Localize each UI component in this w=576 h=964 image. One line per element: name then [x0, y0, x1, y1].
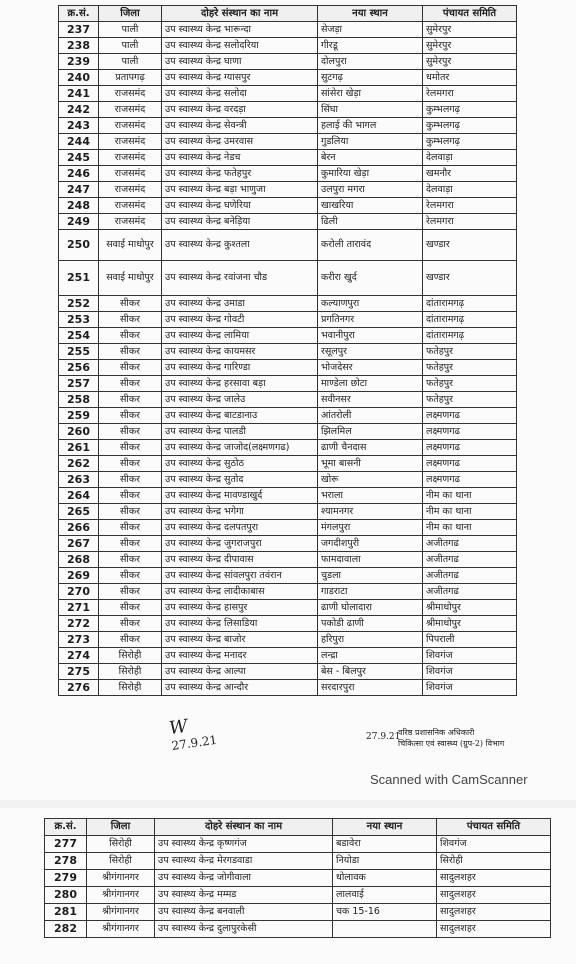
cell-institution: उप स्वास्थ्य केन्द्र नेडच	[162, 150, 318, 166]
table-row	[59, 70, 517, 86]
cell-new-location: करोली तारावंद	[318, 230, 423, 261]
cell-institution: उप स्वास्थ्य केन्द्र गोवटी	[162, 312, 318, 328]
cell-district: राजसमंद	[99, 86, 162, 102]
cell-new-location: खोरू	[318, 472, 423, 488]
cell-institution: उप स्वास्थ्य केन्द्र मनादर	[162, 648, 318, 664]
table-row	[45, 853, 551, 870]
cell-new-location: ढाणी घोलादारा	[318, 600, 423, 616]
cell-district: श्रीगंगानगर	[87, 904, 155, 921]
cell-district: श्रीगंगानगर	[87, 887, 155, 904]
table-row	[59, 392, 517, 408]
cell-panchayat-samiti: रेलमगरा	[423, 214, 517, 230]
cell-institution: उप स्वास्थ्य केन्द्र दीपावास	[162, 552, 318, 568]
cell-serial: 268	[59, 552, 99, 568]
cell-serial: 266	[59, 520, 99, 536]
cell-panchayat-samiti: देलवाड़ा	[423, 182, 517, 198]
table-row	[59, 424, 517, 440]
cell-new-location: रसूलपुर	[318, 344, 423, 360]
cell-district: सीकर	[99, 616, 162, 632]
cell-district: राजसमंद	[99, 166, 162, 182]
signature-left: W 27.9.21	[167, 715, 219, 754]
table-row	[59, 600, 517, 616]
cell-district: राजसमंद	[99, 134, 162, 150]
cell-panchayat-samiti: कुम्भलगढ़	[423, 102, 517, 118]
cell-district: सीकर	[99, 472, 162, 488]
cell-institution: उप स्वास्थ्य केन्द्र जुगराजपुरा	[162, 536, 318, 552]
cell-institution: उप स्वास्थ्य केन्द्र वरदड़ा	[162, 102, 318, 118]
table-row	[59, 102, 517, 118]
cell-new-location: उलपुरा मगरा	[318, 182, 423, 198]
cell-district: सीकर	[99, 424, 162, 440]
cell-district: सीकर	[99, 584, 162, 600]
cell-new-location: आंतरोली	[318, 408, 423, 424]
cell-institution: उप स्वास्थ्य केन्द्र मावण्डाखुर्द	[162, 488, 318, 504]
table-row	[59, 664, 517, 680]
col-serial: क्र.सं.	[45, 819, 87, 836]
table-row	[59, 344, 517, 360]
table-row	[59, 360, 517, 376]
cell-serial: 246	[59, 166, 99, 182]
cell-panchayat-samiti: शिवगंज	[437, 836, 551, 853]
cell-panchayat-samiti: नीम का थाना	[423, 488, 517, 504]
cell-panchayat-samiti: लक्ष्मणगढ	[423, 424, 517, 440]
table-row	[45, 836, 551, 853]
cell-district: सीकर	[99, 568, 162, 584]
col-district: जिला	[99, 6, 162, 22]
cell-serial: 251	[59, 261, 99, 296]
cell-district: सिरोही	[99, 664, 162, 680]
cell-panchayat-samiti: नीम का थाना	[423, 520, 517, 536]
cell-serial: 249	[59, 214, 99, 230]
table-row	[59, 261, 517, 296]
cell-serial: 278	[45, 853, 87, 870]
cell-new-location: झिलमिल	[318, 424, 423, 440]
cell-panchayat-samiti: अजीतगढ	[423, 536, 517, 552]
cell-new-location: चक 15-16	[333, 904, 437, 921]
signature-left-date: 27.9.21	[170, 732, 219, 754]
cell-new-location: करीरा खुर्द	[318, 261, 423, 296]
cell-district: राजसमंद	[99, 182, 162, 198]
cell-district: सीकर	[99, 504, 162, 520]
table-row	[59, 520, 517, 536]
cell-institution: उप स्वास्थ्य केन्द्र बनेड़िया	[162, 214, 318, 230]
cell-panchayat-samiti: दांतारामगढ़	[423, 312, 517, 328]
cell-district: श्रीगंगानगर	[87, 870, 155, 887]
cell-serial: 281	[45, 904, 87, 921]
cell-new-location: मंगलपुरा	[318, 520, 423, 536]
cell-institution: उप स्वास्थ्य केन्द्र कृष्णगंज	[155, 836, 333, 853]
cell-district: सीकर	[99, 520, 162, 536]
cell-new-location: भराला	[318, 488, 423, 504]
cell-institution: उप स्वास्थ्य केन्द्र जोगीवाला	[155, 870, 333, 887]
cell-district: सीकर	[99, 632, 162, 648]
cell-district: सिरोही	[87, 853, 155, 870]
table-row	[59, 118, 517, 134]
cell-panchayat-samiti: खण्डार	[423, 261, 517, 296]
cell-panchayat-samiti: धमोतर	[423, 70, 517, 86]
cell-new-location: नियोडा	[333, 853, 437, 870]
cell-serial: 254	[59, 328, 99, 344]
cell-institution: उप स्वास्थ्य केन्द्र लिसाडिया	[162, 616, 318, 632]
cell-new-location: लालवाई	[333, 887, 437, 904]
cell-serial: 265	[59, 504, 99, 520]
cell-district: प्रतापगढ़	[99, 70, 162, 86]
cell-new-location: हलाई की भागल	[318, 118, 423, 134]
stamp-line-1: वरिष्ठ प्रशासनिक अधिकारी	[398, 728, 475, 737]
cell-panchayat-samiti: दांतारामगढ़	[423, 296, 517, 312]
cell-panchayat-samiti: कुम्भलगढ़	[423, 118, 517, 134]
cell-panchayat-samiti: सुमेरपुर	[423, 54, 517, 70]
cell-serial: 240	[59, 70, 99, 86]
table-row	[59, 376, 517, 392]
cell-serial: 260	[59, 424, 99, 440]
cell-serial: 271	[59, 600, 99, 616]
cell-panchayat-samiti: पिपराली	[423, 632, 517, 648]
cell-panchayat-samiti: लक्ष्मणगढ	[423, 440, 517, 456]
cell-district: सवाई माधोपुर	[99, 230, 162, 261]
table-row	[59, 296, 517, 312]
cell-institution: उप स्वास्थ्य केन्द्र पालडी	[162, 424, 318, 440]
table-row	[45, 921, 551, 938]
cell-panchayat-samiti: शिवगंज	[423, 680, 517, 696]
cell-district: राजसमंद	[99, 214, 162, 230]
cell-institution: उप स्वास्थ्य केन्द्र दलपतपुरा	[162, 520, 318, 536]
cell-district: सीकर	[99, 600, 162, 616]
cell-institution: उप स्वास्थ्य केन्द्र आन्दौर	[162, 680, 318, 696]
cell-serial: 263	[59, 472, 99, 488]
cell-district: सीकर	[99, 392, 162, 408]
cell-new-location: सिंघा	[318, 102, 423, 118]
cell-panchayat-samiti: शिवगंज	[423, 664, 517, 680]
cell-panchayat-samiti: फतेहपुर	[423, 376, 517, 392]
cell-new-location: भूमा बासनी	[318, 456, 423, 472]
table-row	[59, 680, 517, 696]
cell-new-location: सांसेरा खेड़ा	[318, 86, 423, 102]
cell-panchayat-samiti: अजीतगढ	[423, 584, 517, 600]
cell-new-location: बेरन	[318, 150, 423, 166]
cell-serial: 239	[59, 54, 99, 70]
cell-panchayat-samiti: शिवगंज	[423, 648, 517, 664]
cell-serial: 250	[59, 230, 99, 261]
cell-new-location: फामदावाला	[318, 552, 423, 568]
cell-district: राजसमंद	[99, 102, 162, 118]
cell-serial: 238	[59, 38, 99, 54]
cell-panchayat-samiti: लक्ष्मणगढ	[423, 472, 517, 488]
cell-new-location: सेजड़ा	[318, 22, 423, 38]
cell-institution: उप स्वास्थ्य केन्द्र मम्मड	[155, 887, 333, 904]
table-row	[59, 616, 517, 632]
cell-institution: उप स्वास्थ्य केन्द्र बाजोर	[162, 632, 318, 648]
cell-new-location: ढिली	[318, 214, 423, 230]
cell-panchayat-samiti: दांतारामगढ़	[423, 328, 517, 344]
cell-serial: 237	[59, 22, 99, 38]
cell-panchayat-samiti: सादुलशहर	[437, 870, 551, 887]
cell-new-location: पकोडी ढाणी	[318, 616, 423, 632]
cell-new-location: कल्याणपुरा	[318, 296, 423, 312]
cell-serial: 245	[59, 150, 99, 166]
table-row	[59, 54, 517, 70]
cell-panchayat-samiti: देलवाड़ा	[423, 150, 517, 166]
cell-panchayat-samiti: सिरोही	[437, 853, 551, 870]
cell-serial: 273	[59, 632, 99, 648]
table-row	[59, 38, 517, 54]
cell-institution: उप स्वास्थ्य केन्द्र घणेरिया	[162, 198, 318, 214]
cell-new-location	[333, 921, 437, 938]
cell-panchayat-samiti: फतेहपुर	[423, 392, 517, 408]
cell-serial: 256	[59, 360, 99, 376]
table-row	[45, 870, 551, 887]
cell-panchayat-samiti: लक्ष्मणगढ	[423, 456, 517, 472]
table-row	[59, 312, 517, 328]
cell-serial: 279	[45, 870, 87, 887]
table-row	[59, 584, 517, 600]
cell-institution: उप स्वास्थ्य केन्द्र भगेगा	[162, 504, 318, 520]
cell-institution: उप स्वास्थ्य केन्द्र मेरगडवाडा	[155, 853, 333, 870]
cell-serial: 255	[59, 344, 99, 360]
cell-new-location: कुमारिया खेड़ा	[318, 166, 423, 182]
table-row	[59, 230, 517, 261]
cell-panchayat-samiti: सुमेरपुर	[423, 22, 517, 38]
cell-institution: उप स्वास्थ्य केन्द्र सलोदा	[162, 86, 318, 102]
cell-institution: उप स्वास्थ्य केन्द्र गारिण्डा	[162, 360, 318, 376]
cell-new-location: प्रगतिनगर	[318, 312, 423, 328]
cell-serial: 259	[59, 408, 99, 424]
cell-institution: उप स्वास्थ्य केन्द्र जालेउ	[162, 392, 318, 408]
table-row	[59, 568, 517, 584]
cell-panchayat-samiti: सुमेरपुर	[423, 38, 517, 54]
cell-district: सीकर	[99, 296, 162, 312]
cell-institution: उप स्वास्थ्य केन्द्र सेवन्त्री	[162, 118, 318, 134]
cell-panchayat-samiti: सादुलशहर	[437, 904, 551, 921]
col-panchayat-samiti: पंचायत समिति	[437, 819, 551, 836]
cell-district: राजसमंद	[99, 118, 162, 134]
cell-institution: उप स्वास्थ्य केन्द्र सुठोठ	[162, 456, 318, 472]
cell-district: राजसमंद	[99, 198, 162, 214]
table-row	[59, 504, 517, 520]
cell-district: पाली	[99, 22, 162, 38]
table-row	[59, 488, 517, 504]
transfer-table-page-2	[44, 818, 551, 938]
stamp-line-2: चिकित्सा एवं स्वास्थ्य (ग्रुप-2) विभाग	[398, 739, 505, 748]
cell-new-location: गाडराटा	[318, 584, 423, 600]
cell-institution: उप स्वास्थ्य केन्द्र घाणा	[162, 54, 318, 70]
cell-serial: 253	[59, 312, 99, 328]
cell-institution: उप स्वास्थ्य केन्द्र लामिया	[162, 328, 318, 344]
cell-panchayat-samiti: रेलमगरा	[423, 198, 517, 214]
table-row	[59, 328, 517, 344]
cell-panchayat-samiti: सादुलशहर	[437, 921, 551, 938]
cell-institution: उप स्वास्थ्य केन्द्र उमाडा	[162, 296, 318, 312]
table-row	[59, 134, 517, 150]
cell-serial: 241	[59, 86, 99, 102]
table-row	[59, 648, 517, 664]
cell-serial: 244	[59, 134, 99, 150]
cell-district: सवाई माधोपुर	[99, 261, 162, 296]
cell-district: सीकर	[99, 536, 162, 552]
cell-new-location: खाखरिया	[318, 198, 423, 214]
cell-panchayat-samiti: खण्डार	[423, 230, 517, 261]
table-header-row	[45, 819, 551, 836]
transfer-table-page-1	[58, 5, 517, 696]
col-district: जिला	[87, 819, 155, 836]
table-row	[59, 150, 517, 166]
table-row	[59, 214, 517, 230]
signature-right-date: 27.9.21	[366, 732, 401, 742]
table-row	[59, 456, 517, 472]
table-row	[59, 632, 517, 648]
col-new-location: नया स्थान	[318, 6, 423, 22]
cell-serial: 274	[59, 648, 99, 664]
cell-district: सीकर	[99, 376, 162, 392]
table-row	[59, 536, 517, 552]
cell-serial: 242	[59, 102, 99, 118]
cell-panchayat-samiti: खमनौर	[423, 166, 517, 182]
cell-serial: 262	[59, 456, 99, 472]
cell-institution: उप स्वास्थ्य केन्द्र फतेहपुर	[162, 166, 318, 182]
cell-serial: 267	[59, 536, 99, 552]
table-row	[59, 166, 517, 182]
cell-institution: उप स्वास्थ्य केन्द्र कायमसर	[162, 344, 318, 360]
cell-panchayat-samiti: लक्ष्मणगढ	[423, 408, 517, 424]
cell-serial: 270	[59, 584, 99, 600]
cell-serial: 248	[59, 198, 99, 214]
cell-district: सीकर	[99, 440, 162, 456]
cell-institution: उप स्वास्थ्य केन्द्र सुतोद	[162, 472, 318, 488]
table-row	[59, 440, 517, 456]
cell-district: सीकर	[99, 344, 162, 360]
cell-institution: उप स्वास्थ्य केन्द्र सलोदरिया	[162, 38, 318, 54]
cell-panchayat-samiti: अजीतगढ	[423, 568, 517, 584]
cell-panchayat-samiti: रेलमगरा	[423, 86, 517, 102]
cell-serial: 261	[59, 440, 99, 456]
cell-serial: 243	[59, 118, 99, 134]
scanner-watermark: Scanned with CamScanner	[370, 772, 528, 787]
table-row	[59, 86, 517, 102]
cell-new-location: दोलपुरा	[318, 54, 423, 70]
cell-new-location: सरदारपुरा	[318, 680, 423, 696]
cell-panchayat-samiti: नीम का थाना	[423, 504, 517, 520]
cell-institution: उप स्वास्थ्य केन्द्र बड़ा भाणुजा	[162, 182, 318, 198]
cell-district: सीकर	[99, 312, 162, 328]
cell-serial: 258	[59, 392, 99, 408]
cell-institution: उप स्वास्थ्य केन्द्र सांवलपुरा तवंरान	[162, 568, 318, 584]
col-panchayat-samiti: पंचायत समिति	[423, 6, 517, 22]
cell-district: पाली	[99, 54, 162, 70]
cell-new-location: जगदीशपुरी	[318, 536, 423, 552]
cell-district: सीकर	[99, 552, 162, 568]
table-row	[59, 22, 517, 38]
cell-district: सिरोही	[99, 648, 162, 664]
cell-new-location: बडावेरा	[333, 836, 437, 853]
cell-institution: उप स्वास्थ्य केन्द्र बनवाली	[155, 904, 333, 921]
cell-institution: उप स्वास्थ्य केन्द्र कुश्तला	[162, 230, 318, 261]
cell-district: सीकर	[99, 408, 162, 424]
table-row	[59, 182, 517, 198]
cell-district: सीकर	[99, 360, 162, 376]
cell-institution: उप स्वास्थ्य केन्द्र दुलापुरकेसी	[155, 921, 333, 938]
cell-serial: 282	[45, 921, 87, 938]
cell-new-location: सुटगढ़	[318, 70, 423, 86]
cell-serial: 277	[45, 836, 87, 853]
cell-serial: 264	[59, 488, 99, 504]
officer-stamp	[398, 727, 563, 749]
col-new-location: नया स्थान	[333, 819, 437, 836]
cell-serial: 257	[59, 376, 99, 392]
cell-serial: 280	[45, 887, 87, 904]
table-header-row	[59, 6, 517, 22]
cell-new-location: ढाणी चैनदास	[318, 440, 423, 456]
cell-new-location: लन्द्रा	[318, 648, 423, 664]
cell-district: सीकर	[99, 488, 162, 504]
cell-serial: 252	[59, 296, 99, 312]
table-row	[45, 904, 551, 921]
cell-serial: 272	[59, 616, 99, 632]
cell-institution: उप स्वास्थ्य केन्द्र जाजोद(लक्ष्मणगढ)	[162, 440, 318, 456]
table-row	[59, 198, 517, 214]
cell-new-location: धोलावक	[333, 870, 437, 887]
cell-panchayat-samiti: श्रीमाधोपुर	[423, 616, 517, 632]
table-row	[59, 472, 517, 488]
cell-serial: 275	[59, 664, 99, 680]
cell-institution: उप स्वास्थ्य केन्द्र रवांजना चौड	[162, 261, 318, 296]
cell-panchayat-samiti: सादुलशहर	[437, 887, 551, 904]
cell-institution: उप स्वास्थ्य केन्द्र हरसावा बड़ा	[162, 376, 318, 392]
cell-new-location: भवानीपुरा	[318, 328, 423, 344]
col-serial: क्र.सं.	[59, 6, 99, 22]
cell-district: सीकर	[99, 456, 162, 472]
cell-serial: 247	[59, 182, 99, 198]
cell-panchayat-samiti: अजीतगढ	[423, 552, 517, 568]
cell-institution: उप स्वास्थ्य केन्द्र लादीकाबास	[162, 584, 318, 600]
cell-new-location: भोजदेसर	[318, 360, 423, 376]
table-row	[59, 552, 517, 568]
table-row	[59, 408, 517, 424]
cell-district: राजसमंद	[99, 150, 162, 166]
cell-new-location: श्यामनगर	[318, 504, 423, 520]
cell-new-location: हरिपुरा	[318, 632, 423, 648]
cell-district: पाली	[99, 38, 162, 54]
cell-new-location: माण्डेला छोटा	[318, 376, 423, 392]
cell-panchayat-samiti: फतेहपुर	[423, 344, 517, 360]
cell-district: सीकर	[99, 328, 162, 344]
cell-district: सिरोही	[99, 680, 162, 696]
cell-institution: उप स्वास्थ्य केन्द्र उमरवास	[162, 134, 318, 150]
cell-new-location: गीरडू	[318, 38, 423, 54]
cell-panchayat-samiti: कुम्भलगढ़	[423, 134, 517, 150]
col-institution: दोहरे संस्थान का नाम	[162, 6, 318, 22]
cell-district: सिरोही	[87, 836, 155, 853]
cell-panchayat-samiti: फतेहपुर	[423, 360, 517, 376]
col-institution: दोहरे संस्थान का नाम	[155, 819, 333, 836]
cell-institution: उप स्वास्थ्य केन्द्र आल्पा	[162, 664, 318, 680]
cell-new-location: सवीनसर	[318, 392, 423, 408]
cell-new-location: बेस - बिलपुर	[318, 664, 423, 680]
table-row	[45, 887, 551, 904]
cell-institution: उप स्वास्थ्य केन्द्र बाटडानाउ	[162, 408, 318, 424]
cell-institution: उप स्वास्थ्य केन्द्र हासपुर	[162, 600, 318, 616]
cell-serial: 269	[59, 568, 99, 584]
cell-serial: 276	[59, 680, 99, 696]
cell-new-location: गुडलिया	[318, 134, 423, 150]
cell-panchayat-samiti: श्रीमाधोपुर	[423, 600, 517, 616]
cell-institution: उप स्वास्थ्य केन्द्र ग्यासपुर	[162, 70, 318, 86]
cell-district: श्रीगंगानगर	[87, 921, 155, 938]
cell-institution: उप स्वास्थ्य केन्द्र भारून्दा	[162, 22, 318, 38]
cell-new-location: चुडला	[318, 568, 423, 584]
